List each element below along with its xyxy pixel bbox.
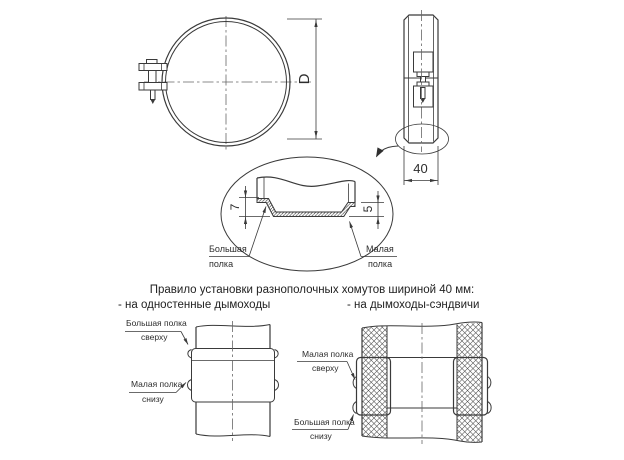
small-flange-label: полка	[368, 259, 393, 269]
big-flange-label: Большая	[209, 244, 247, 254]
clamp-side-view	[377, 10, 449, 185]
sandwich-heading: - на дымоходы-сэндвичи	[347, 299, 480, 311]
profile-metal-section	[257, 199, 355, 217]
sandwich-top-flange-label: Малая полка	[302, 349, 354, 359]
bolt-lock-side	[414, 52, 434, 107]
pipe-break-top	[196, 325, 270, 328]
big-flange-dim-label: 7	[228, 203, 242, 211]
single-wall-top-flange-label: сверху	[141, 332, 168, 342]
sandwich-bottom-flange-label: снизу	[310, 431, 332, 441]
big-flange-label: полка	[209, 259, 234, 269]
single-wall-bottom-flange-label: снизу	[142, 394, 164, 404]
clamp-band	[192, 349, 275, 403]
insulation-left	[362, 326, 387, 438]
rule-title: Правило установки разнополочных хомутов шириной 40 мм:	[149, 284, 475, 296]
sandwich-bottom-flange-label: Большая полка	[294, 417, 355, 427]
pipe-break-bottom	[196, 434, 270, 437]
sandwich-top-flange-label: сверху	[312, 363, 339, 373]
insulation-right	[457, 323, 482, 443]
clamp-bolt-lock	[139, 60, 167, 105]
width-dim-label: 40	[413, 160, 428, 176]
small-flange-dim-label: 5	[361, 205, 375, 213]
band-top-edge	[257, 177, 355, 186]
single-wall-top-flange-label: Большая полка	[126, 318, 187, 328]
single-wall-bottom-flange-label: Малая полка	[131, 379, 183, 389]
detail-callout-ellipse	[396, 124, 449, 154]
small-flange-label: Малая	[366, 244, 394, 254]
detail-pointer-arrow	[377, 146, 399, 157]
single-wall-heading: - на одностенные дымоходы	[118, 299, 271, 311]
diameter-dim-label: D	[295, 73, 313, 85]
